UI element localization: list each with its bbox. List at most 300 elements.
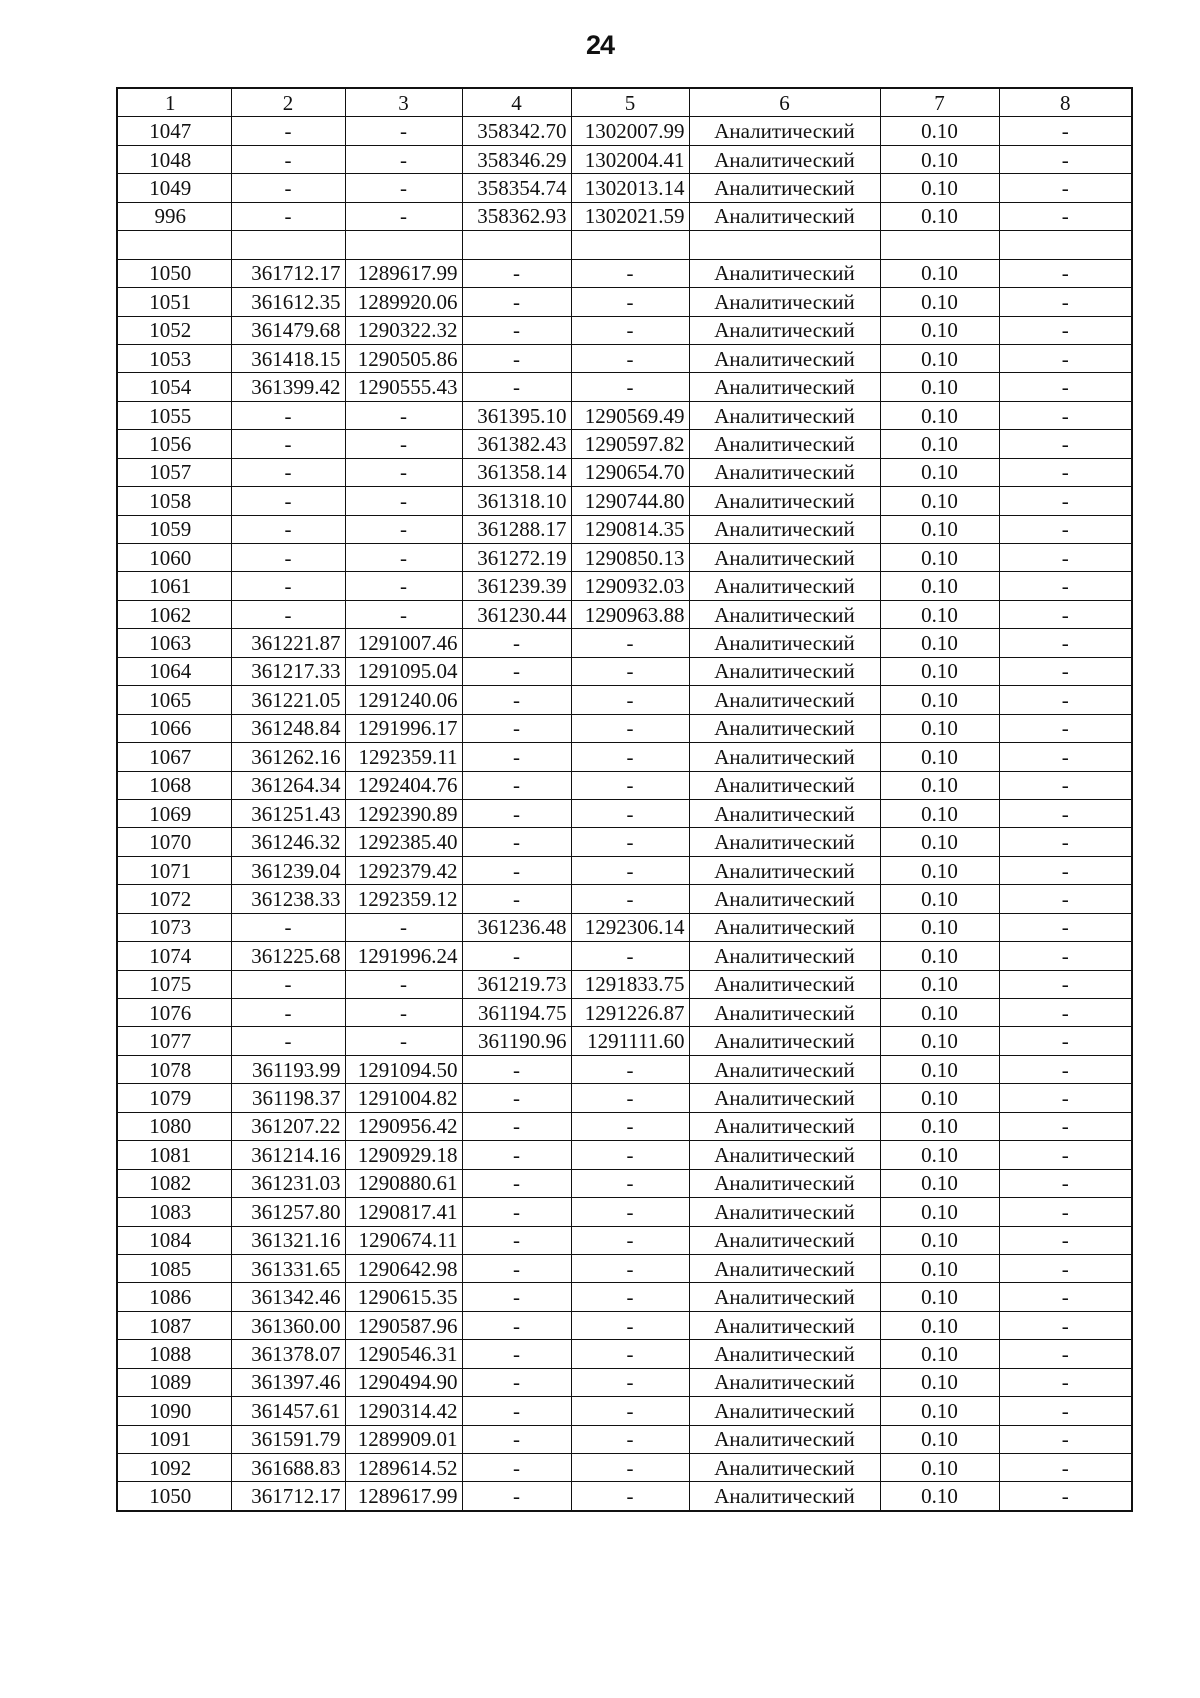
- table-cell-col-4: -: [462, 1311, 571, 1339]
- table-cell-col-1: 1084: [117, 1226, 231, 1254]
- table-cell-col-7: 0.10: [880, 856, 999, 884]
- table-cell-col-2: -: [231, 999, 345, 1027]
- table-cell-col-5: -: [571, 942, 689, 970]
- table-row: [117, 657, 1132, 685]
- table-cell-col-4: -: [462, 714, 571, 742]
- table-cell-col-4: -: [462, 828, 571, 856]
- table-row: [117, 1112, 1132, 1140]
- table-cell-col-4: 361230.44: [462, 600, 571, 628]
- table-cell-col-1: 1076: [117, 999, 231, 1027]
- table-cell-col-1: 1058: [117, 487, 231, 515]
- table-cell-col-2: [231, 231, 345, 259]
- table-cell-col-6: Аналитический: [689, 686, 880, 714]
- table-cell-col-4: 358342.70: [462, 117, 571, 145]
- table-cell-col-1: 1078: [117, 1055, 231, 1083]
- table-cell-col-7: 0.10: [880, 288, 999, 316]
- table-cell-col-1: 1053: [117, 344, 231, 372]
- table-cell-col-4: -: [462, 1084, 571, 1112]
- table-cell-col-8: [999, 231, 1132, 259]
- table-cell-col-2: 361262.16: [231, 743, 345, 771]
- table-cell-col-8: -: [999, 373, 1132, 401]
- table-cell-col-4: 361395.10: [462, 401, 571, 429]
- table-cell-col-8: -: [999, 714, 1132, 742]
- table-cell-col-4: -: [462, 344, 571, 372]
- header-cell: 7: [880, 88, 999, 117]
- table-cell-col-7: 0.10: [880, 942, 999, 970]
- table-cell-col-8: -: [999, 600, 1132, 628]
- table-cell-col-7: 0.10: [880, 344, 999, 372]
- table-row: [117, 458, 1132, 486]
- table-cell-col-8: -: [999, 1340, 1132, 1368]
- table-cell-col-3: 1291095.04: [345, 657, 462, 685]
- table-cell-col-7: 0.10: [880, 316, 999, 344]
- table-cell-col-3: -: [345, 544, 462, 572]
- table-cell-col-7: 0.10: [880, 572, 999, 600]
- table-cell-col-7: 0.10: [880, 600, 999, 628]
- table-cell-col-3: -: [345, 572, 462, 600]
- table-cell-col-6: Аналитический: [689, 1141, 880, 1169]
- header-cell: 3: [345, 88, 462, 117]
- table-cell-col-4: 361318.10: [462, 487, 571, 515]
- table-cell-col-6: Аналитический: [689, 799, 880, 827]
- table-cell-col-3: 1289909.01: [345, 1425, 462, 1453]
- table-cell-col-7: 0.10: [880, 373, 999, 401]
- table-cell-col-1: 1090: [117, 1397, 231, 1425]
- table-row: [117, 1169, 1132, 1197]
- table-cell-col-2: -: [231, 600, 345, 628]
- table-cell-col-4: 361190.96: [462, 1027, 571, 1055]
- table-cell-col-8: -: [999, 856, 1132, 884]
- table-cell-col-1: 1083: [117, 1198, 231, 1226]
- table-cell-col-4: -: [462, 1141, 571, 1169]
- table-cell-col-4: -: [462, 1112, 571, 1140]
- table-cell-col-6: Аналитический: [689, 856, 880, 884]
- table-row: [117, 174, 1132, 202]
- table-cell-col-3: 1289920.06: [345, 288, 462, 316]
- table-cell-col-1: 1086: [117, 1283, 231, 1311]
- table-cell-col-6: Аналитический: [689, 1368, 880, 1396]
- table-cell-col-3: 1292359.11: [345, 743, 462, 771]
- table-cell-col-3: 1290555.43: [345, 373, 462, 401]
- table-row: [117, 1198, 1132, 1226]
- table-cell-col-8: -: [999, 145, 1132, 173]
- table-cell-col-7: 0.10: [880, 999, 999, 1027]
- table-cell-col-3: 1290674.11: [345, 1226, 462, 1254]
- table-cell-col-1: 1079: [117, 1084, 231, 1112]
- table-cell-col-4: -: [462, 629, 571, 657]
- table-cell-col-1: 1054: [117, 373, 231, 401]
- table-cell-col-4: -: [462, 1254, 571, 1282]
- table-cell-col-1: 1064: [117, 657, 231, 685]
- table-cell-col-1: 1061: [117, 572, 231, 600]
- table-cell-col-3: 1291094.50: [345, 1055, 462, 1083]
- table-header: [117, 88, 1132, 117]
- table-cell-col-4: -: [462, 1226, 571, 1254]
- table-cell-col-6: Аналитический: [689, 714, 880, 742]
- table-cell-col-5: -: [571, 1141, 689, 1169]
- table-cell-col-2: 361257.80: [231, 1198, 345, 1226]
- table-cell-col-7: 0.10: [880, 1397, 999, 1425]
- table-cell-col-4: 361358.14: [462, 458, 571, 486]
- table-cell-col-8: -: [999, 1055, 1132, 1083]
- table-cell-col-8: -: [999, 1482, 1132, 1511]
- table-cell-col-2: 361399.42: [231, 373, 345, 401]
- table-cell-col-5: -: [571, 686, 689, 714]
- table-cell-col-4: 361382.43: [462, 430, 571, 458]
- header-cell: 5: [571, 88, 689, 117]
- table-cell-col-4: 361194.75: [462, 999, 571, 1027]
- table-cell-col-2: 361221.87: [231, 629, 345, 657]
- table-cell-col-7: 0.10: [880, 430, 999, 458]
- table-row: [117, 856, 1132, 884]
- table-cell-col-2: 361193.99: [231, 1055, 345, 1083]
- table-cell-col-7: 0.10: [880, 259, 999, 287]
- table-cell-col-6: Аналитический: [689, 942, 880, 970]
- table-cell-col-8: -: [999, 117, 1132, 145]
- header-cell: 4: [462, 88, 571, 117]
- table-cell-col-8: -: [999, 401, 1132, 429]
- table-cell-col-5: -: [571, 1482, 689, 1511]
- table-cell-col-6: Аналитический: [689, 1254, 880, 1282]
- table-cell-col-8: -: [999, 1311, 1132, 1339]
- table-cell-col-5: -: [571, 1454, 689, 1482]
- table-cell-col-7: 0.10: [880, 515, 999, 543]
- table-cell-col-8: -: [999, 259, 1132, 287]
- table-cell-col-5: 1302007.99: [571, 117, 689, 145]
- table-cell-col-2: 361397.46: [231, 1368, 345, 1396]
- table-cell-col-1: 1063: [117, 629, 231, 657]
- table-cell-col-6: Аналитический: [689, 117, 880, 145]
- table-cell-col-8: -: [999, 1084, 1132, 1112]
- table-cell-col-4: -: [462, 1055, 571, 1083]
- table-cell-col-6: Аналитический: [689, 458, 880, 486]
- table-cell-col-3: 1289614.52: [345, 1454, 462, 1482]
- table-cell-col-6: Аналитический: [689, 1027, 880, 1055]
- table-cell-col-2: 361612.35: [231, 288, 345, 316]
- table-cell-col-3: 1290587.96: [345, 1311, 462, 1339]
- table-cell-col-2: -: [231, 515, 345, 543]
- table-cell-col-5: -: [571, 259, 689, 287]
- table-cell-col-5: 1302021.59: [571, 202, 689, 230]
- table-row: [117, 1084, 1132, 1112]
- table-cell-col-7: 0.10: [880, 828, 999, 856]
- table-cell-col-8: -: [999, 1254, 1132, 1282]
- table-cell-col-1: 996: [117, 202, 231, 230]
- table-cell-col-1: 1050: [117, 1482, 231, 1511]
- table-cell-col-5: -: [571, 743, 689, 771]
- table-cell-col-5: 1290963.88: [571, 600, 689, 628]
- table-cell-col-2: 361342.46: [231, 1283, 345, 1311]
- table-row: [117, 885, 1132, 913]
- table-row: [117, 288, 1132, 316]
- table-cell-col-2: 361479.68: [231, 316, 345, 344]
- table-row: [117, 828, 1132, 856]
- table-cell-col-5: -: [571, 373, 689, 401]
- table-cell-col-2: 361457.61: [231, 1397, 345, 1425]
- table-cell-col-8: -: [999, 487, 1132, 515]
- table-cell-col-3: -: [345, 202, 462, 230]
- table-cell-col-3: -: [345, 487, 462, 515]
- table-cell-col-4: 361239.39: [462, 572, 571, 600]
- table-cell-col-5: -: [571, 1112, 689, 1140]
- table-cell-col-3: -: [345, 999, 462, 1027]
- table-cell-col-8: -: [999, 288, 1132, 316]
- table-cell-col-3: 1292390.89: [345, 799, 462, 827]
- table-cell-col-8: -: [999, 202, 1132, 230]
- table-cell-col-1: 1081: [117, 1141, 231, 1169]
- table-cell-col-6: Аналитический: [689, 970, 880, 998]
- table-cell-col-3: [345, 231, 462, 259]
- table-row: [117, 999, 1132, 1027]
- table-cell-col-8: -: [999, 1027, 1132, 1055]
- table-cell-col-7: 0.10: [880, 1198, 999, 1226]
- table-cell-col-5: -: [571, 1368, 689, 1396]
- table-cell-col-5: 1290814.35: [571, 515, 689, 543]
- table-cell-col-5: -: [571, 1425, 689, 1453]
- table-cell-col-3: -: [345, 117, 462, 145]
- table-cell-col-5: -: [571, 1397, 689, 1425]
- table-cell-col-8: -: [999, 1198, 1132, 1226]
- table-cell-col-3: 1292385.40: [345, 828, 462, 856]
- table-row: [117, 1482, 1132, 1511]
- table-cell-col-5: 1290932.03: [571, 572, 689, 600]
- table-cell-col-5: -: [571, 1055, 689, 1083]
- table-cell-col-3: 1291996.24: [345, 942, 462, 970]
- table-cell-col-1: 1055: [117, 401, 231, 429]
- table-cell-col-8: -: [999, 544, 1132, 572]
- table-cell-col-2: 361331.65: [231, 1254, 345, 1282]
- table-cell-col-4: -: [462, 771, 571, 799]
- table-cell-col-7: 0.10: [880, 544, 999, 572]
- table-cell-col-8: -: [999, 430, 1132, 458]
- table-row: [117, 231, 1132, 259]
- table-cell-col-1: 1072: [117, 885, 231, 913]
- table-cell-col-1: 1056: [117, 430, 231, 458]
- table-cell-col-2: -: [231, 430, 345, 458]
- table-row: [117, 344, 1132, 372]
- table-cell-col-4: -: [462, 799, 571, 827]
- table-cell-col-7: 0.10: [880, 1226, 999, 1254]
- table-cell-col-6: Аналитический: [689, 1112, 880, 1140]
- table-cell-col-8: -: [999, 1425, 1132, 1453]
- table-cell-col-7: 0.10: [880, 1027, 999, 1055]
- table-cell-col-7: 0.10: [880, 799, 999, 827]
- table-cell-col-5: 1302013.14: [571, 174, 689, 202]
- table-cell-col-3: 1290615.35: [345, 1283, 462, 1311]
- header-cell: 6: [689, 88, 880, 117]
- table-cell-col-1: 1088: [117, 1340, 231, 1368]
- table-cell-col-6: Аналитический: [689, 1397, 880, 1425]
- table-row: [117, 259, 1132, 287]
- table-cell-col-3: -: [345, 145, 462, 173]
- table-cell-col-5: 1290597.82: [571, 430, 689, 458]
- table-body: [117, 117, 1132, 1511]
- table-cell-col-4: 361272.19: [462, 544, 571, 572]
- header-row: [117, 88, 1132, 117]
- table-cell-col-3: 1290956.42: [345, 1112, 462, 1140]
- table-row: [117, 942, 1132, 970]
- table-cell-col-1: 1075: [117, 970, 231, 998]
- table-cell-col-8: -: [999, 1368, 1132, 1396]
- table-cell-col-4: 361288.17: [462, 515, 571, 543]
- table-row: [117, 202, 1132, 230]
- table-cell-col-7: 0.10: [880, 1055, 999, 1083]
- table-cell-col-3: 1290929.18: [345, 1141, 462, 1169]
- table-row: [117, 316, 1132, 344]
- table-cell-col-4: -: [462, 856, 571, 884]
- table-cell-col-7: 0.10: [880, 487, 999, 515]
- table-cell-col-8: -: [999, 999, 1132, 1027]
- table-cell-col-2: 361418.15: [231, 344, 345, 372]
- table-cell-col-2: 361321.16: [231, 1226, 345, 1254]
- table-cell-col-5: -: [571, 771, 689, 799]
- table-cell-col-1: 1060: [117, 544, 231, 572]
- table-cell-col-5: -: [571, 629, 689, 657]
- table-cell-col-6: Аналитический: [689, 316, 880, 344]
- table-cell-col-5: -: [571, 1169, 689, 1197]
- table-row: [117, 1454, 1132, 1482]
- table-row: [117, 1027, 1132, 1055]
- table-cell-col-2: 361688.83: [231, 1454, 345, 1482]
- table-row: [117, 1254, 1132, 1282]
- table-cell-col-1: [117, 231, 231, 259]
- table-cell-col-6: Аналитический: [689, 999, 880, 1027]
- table-cell-col-2: 361198.37: [231, 1084, 345, 1112]
- table-cell-col-7: 0.10: [880, 686, 999, 714]
- table-cell-col-2: -: [231, 913, 345, 941]
- table-cell-col-7: 0.10: [880, 202, 999, 230]
- table-cell-col-3: 1290314.42: [345, 1397, 462, 1425]
- table-cell-col-8: -: [999, 828, 1132, 856]
- table-cell-col-8: -: [999, 174, 1132, 202]
- table-cell-col-4: -: [462, 1169, 571, 1197]
- table-cell-col-1: 1082: [117, 1169, 231, 1197]
- table-cell-col-6: Аналитический: [689, 657, 880, 685]
- table-cell-col-6: Аналитический: [689, 174, 880, 202]
- table-cell-col-8: -: [999, 1112, 1132, 1140]
- table-cell-col-8: -: [999, 629, 1132, 657]
- table-cell-col-1: 1070: [117, 828, 231, 856]
- table-cell-col-8: -: [999, 1454, 1132, 1482]
- table-row: [117, 600, 1132, 628]
- table-row: [117, 1141, 1132, 1169]
- table-cell-col-4: -: [462, 743, 571, 771]
- table-cell-col-2: 361238.33: [231, 885, 345, 913]
- table-cell-col-2: 361246.32: [231, 828, 345, 856]
- table-row: [117, 1226, 1132, 1254]
- table-cell-col-3: 1292379.42: [345, 856, 462, 884]
- table-cell-col-1: 1089: [117, 1368, 231, 1396]
- table-row: [117, 913, 1132, 941]
- table-cell-col-7: 0.10: [880, 885, 999, 913]
- table-cell-col-2: -: [231, 572, 345, 600]
- table-cell-col-1: 1051: [117, 288, 231, 316]
- table-cell-col-5: -: [571, 1340, 689, 1368]
- table-cell-col-4: 361219.73: [462, 970, 571, 998]
- table-cell-col-2: 361225.68: [231, 942, 345, 970]
- table-cell-col-6: Аналитический: [689, 1084, 880, 1112]
- table-cell-col-6: Аналитический: [689, 515, 880, 543]
- table-cell-col-8: -: [999, 515, 1132, 543]
- table-cell-col-1: 1049: [117, 174, 231, 202]
- table-cell-col-7: 0.10: [880, 1169, 999, 1197]
- header-cell: 1: [117, 88, 231, 117]
- table-row: [117, 743, 1132, 771]
- table-cell-col-5: -: [571, 828, 689, 856]
- table-cell-col-3: -: [345, 1027, 462, 1055]
- table-cell-col-1: 1065: [117, 686, 231, 714]
- coordinates-table: [116, 87, 1133, 1512]
- table-cell-col-4: -: [462, 1340, 571, 1368]
- table-cell-col-2: 361251.43: [231, 799, 345, 827]
- table-cell-col-3: 1290642.98: [345, 1254, 462, 1282]
- table-cell-col-3: -: [345, 174, 462, 202]
- table-cell-col-7: 0.10: [880, 458, 999, 486]
- table-cell-col-4: -: [462, 288, 571, 316]
- table-cell-col-2: 361221.05: [231, 686, 345, 714]
- table-cell-col-6: Аналитический: [689, 259, 880, 287]
- table-cell-col-5: -: [571, 1254, 689, 1282]
- table-row: [117, 1368, 1132, 1396]
- table-cell-col-1: 1047: [117, 117, 231, 145]
- table-cell-col-3: 1292359.12: [345, 885, 462, 913]
- table-cell-col-5: 1290654.70: [571, 458, 689, 486]
- table-cell-col-7: 0.10: [880, 1425, 999, 1453]
- header-cell: 8: [999, 88, 1132, 117]
- table-row: [117, 714, 1132, 742]
- table-row: [117, 629, 1132, 657]
- table-cell-col-6: Аналитический: [689, 1311, 880, 1339]
- table-cell-col-4: -: [462, 942, 571, 970]
- table-cell-col-7: 0.10: [880, 970, 999, 998]
- table-cell-col-8: -: [999, 1226, 1132, 1254]
- table-cell-col-5: 1290569.49: [571, 401, 689, 429]
- table-cell-col-4: -: [462, 1425, 571, 1453]
- table-cell-col-4: -: [462, 1454, 571, 1482]
- table-cell-col-6: Аналитический: [689, 1169, 880, 1197]
- table-cell-col-1: 1080: [117, 1112, 231, 1140]
- table-cell-col-7: 0.10: [880, 771, 999, 799]
- table-cell-col-5: -: [571, 657, 689, 685]
- table-row: [117, 799, 1132, 827]
- table-cell-col-1: 1087: [117, 1311, 231, 1339]
- table-cell-col-5: 1302004.41: [571, 145, 689, 173]
- table-cell-col-4: -: [462, 1397, 571, 1425]
- table-cell-col-6: Аналитический: [689, 743, 880, 771]
- table-cell-col-8: -: [999, 1169, 1132, 1197]
- table-cell-col-5: 1291833.75: [571, 970, 689, 998]
- table-cell-col-5: -: [571, 714, 689, 742]
- table-cell-col-2: 361231.03: [231, 1169, 345, 1197]
- table-cell-col-2: -: [231, 202, 345, 230]
- table-cell-col-7: 0.10: [880, 1311, 999, 1339]
- table-cell-col-4: -: [462, 373, 571, 401]
- table-cell-col-8: -: [999, 316, 1132, 344]
- table-cell-col-6: Аналитический: [689, 1454, 880, 1482]
- table-cell-col-6: Аналитический: [689, 1482, 880, 1511]
- table-cell-col-2: -: [231, 970, 345, 998]
- table-cell-col-2: 361239.04: [231, 856, 345, 884]
- table-cell-col-8: -: [999, 1141, 1132, 1169]
- table-cell-col-5: -: [571, 288, 689, 316]
- table-cell-col-3: -: [345, 515, 462, 543]
- table-row: [117, 1425, 1132, 1453]
- table-cell-col-1: 1067: [117, 743, 231, 771]
- table-cell-col-3: 1291004.82: [345, 1084, 462, 1112]
- table-cell-col-3: 1290322.32: [345, 316, 462, 344]
- table-cell-col-5: 1290850.13: [571, 544, 689, 572]
- table-cell-col-3: -: [345, 970, 462, 998]
